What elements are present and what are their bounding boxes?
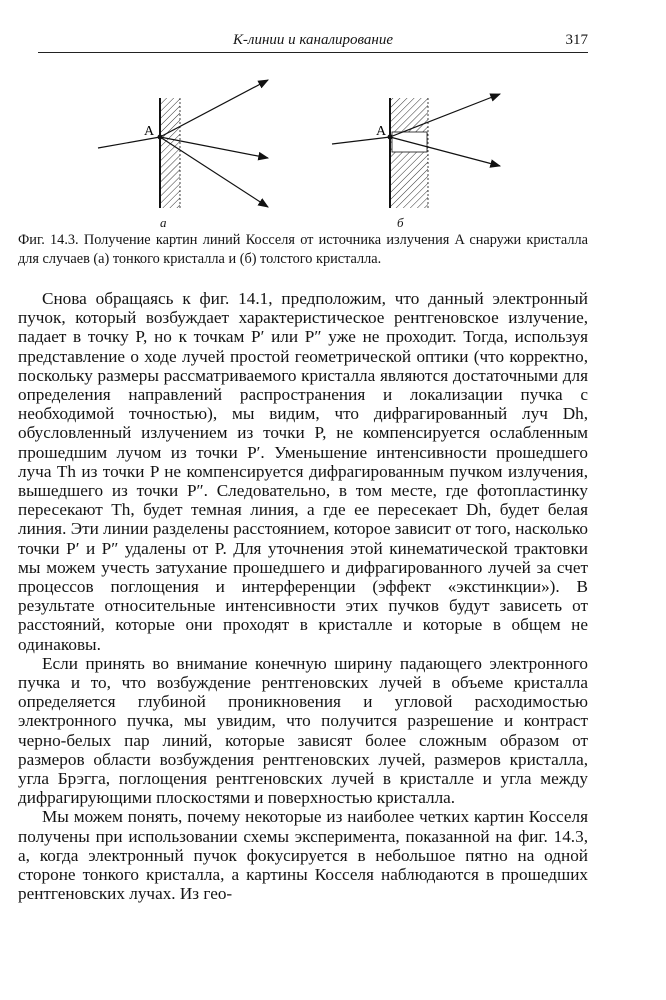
caption-text: Фиг. 14.3. Получение картин линий Косселя от источника излучения A снаружи кристалла для случаев (а) тонкого кристалла и (б) толстого кристалла. (18, 232, 588, 267)
panel-b-label: б (397, 215, 404, 230)
page-header (38, 30, 588, 53)
figure-14-3 (60, 70, 580, 235)
thick-crystal (390, 98, 428, 208)
paragraph: Мы можем понять, почему некоторые из наиболее четких картин Косселя получены при использовании схемы эксперимента, показанной на фиг. 14.3, а, когда электронный пучок фокусируется в небольшое пятно на одной стороне тонкого кристалла, а картины Косселя наблюдаются в прошедших рентгеновских лучах. Из гео- (18, 807, 588, 904)
panel-a-label: а (160, 215, 167, 230)
figure-caption (18, 231, 588, 269)
thin-crystal (160, 98, 180, 208)
page-number: 317 (565, 32, 588, 48)
source-point-a (158, 135, 163, 140)
panel-a-diagram (98, 80, 268, 208)
kossel-diagram (60, 70, 580, 235)
source-point-b (388, 135, 393, 140)
panel-b-diagram (332, 94, 500, 208)
paragraph: Снова обращаясь к фиг. 14.1, предположим, что данный электронный пучок, который возбуждает характеристическое рентгеновское излучение, падает в точку P, но к точкам P′ или P″ уже не проходит. Тогда, используя представление о ходе лучей простой геометрической оптики (что корректно, поскольку размеры рассматриваемого кристалла являются достаточными для определения направлений распространения и локализации пучка с необходимой точностью), мы видим, что дифрагированный луч Dh, обусловленный излучением из точки P, не компенсируется ослабленным прошедшим лучом из точки P′. Уменьшение интенсивности прошедшего луча Th из точки P не компенсируется дифрагированным пучком излучения, вышедшего из точки P″. Следовательно, в том месте, где фотопластинку пересекают Th, будет темная линия, а где ее пересекает Dh, будет белая линия. Эти линии разделены расстоянием, которое зависит от того, насколько точки P′ и P″ удалены от P. Для уточнения этой кинематической трактовки мы можем учесть затухание прошедшего и дифрагированного лучей за счет процессов поглощения и интерференции (эффект «экстинкции»). В результате относительные интенсивности этих пучков будут зависеть от расстояний, которые они проходят в кристалле и которые в общем не одинаковы. (18, 289, 588, 654)
paragraph: Если принять во внимание конечную ширину падающего электронного пучка и то, что возбуждение рентгеновских лучей в объеме кристалла определяется глубиной проникновения и угловой расходимостью электронного пучка, мы увидим, что получится разрешение и контраст черно-белых пар линий, которые зависят более сложным образом от размеров области возбуждения рентгеновских лучей, размеров кристалла, угла Брэгга, поглощения рентгеновских лучей в кристалле и угла между дифрагирующими плоскостями и поверхностью кристалла. (18, 653, 588, 808)
point-label-b: A (376, 124, 387, 139)
body-text (18, 289, 588, 904)
point-label-a: A (144, 124, 155, 139)
running-title: К-линии и каналирование (232, 32, 394, 48)
